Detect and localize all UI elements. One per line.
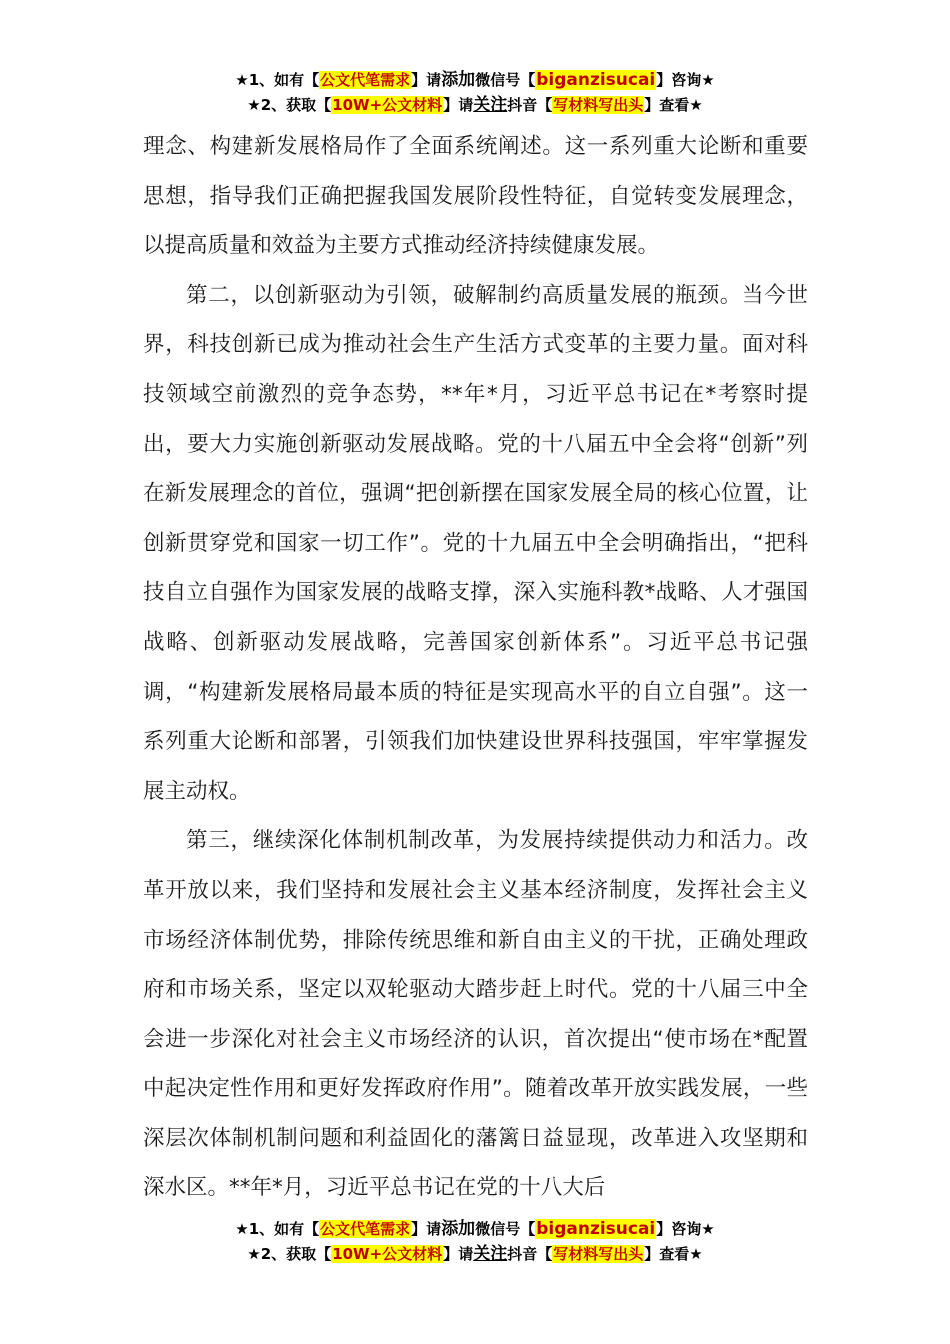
banner-emphasis: 添加 [441,70,476,90]
banner-text: 微信号【 [475,1220,536,1238]
banner-text: 】请 [411,1220,442,1238]
banner-line-1 [0,69,950,94]
banner-text: 】咨询★ [656,71,715,89]
wechat-id-highlight: biganzisucai [536,70,656,90]
banner-text: 抖音【 [507,96,553,114]
paragraph: 第二，以创新驱动为引领，破解制约高质量发展的瓶颈。当今世界，科技创新已成为推动社会生产生活方式变革的主要力量。面对科技领域空前激烈的竞争态势，**年*月，习近平总书记在*考察时提出，要大力实施创新驱动发展战略。党的十八届五中全会将“创新”列在新发展理念的首位，强调“把创新摆在国家发展全局的核心位置，让创新贯穿党和国家一切工作”。党的十九届五中全会明确指出，“把科技自立自强作为国家发展的战略支撑，深入实施科教*战略、人才强国战略、创新驱动发展战略，完善国家创新体系”。习近平总书记强调，“构建新发展格局最本质的特征是实现高水平的自立自强”。这一系列重大论断和部署，引领我们加快建设世界科技强国，牢牢掌握发展主动权。 [143,282,808,804]
banner-highlight: 10W+公文材料 [332,96,443,114]
banner-text: ★1、如有【 [235,1220,320,1238]
banner-highlight: 10W+公文材料 [332,1245,443,1263]
paragraph: 理念、构建新发展格局作了全面系统阐述。这一系列重大论断和重要思想，指导我们正确把握我国发展阶段性特征，自觉转变发展理念，以提高质量和效益为主要方式推动经济持续健康发展。 [143,134,808,259]
banner-text: ★2、获取【 [247,96,332,114]
header-banner [0,69,950,119]
wechat-id-highlight: biganzisucai [536,1219,656,1239]
banner-text: 抖音【 [507,1245,553,1263]
banner-text: ★2、获取【 [247,1245,332,1263]
banner-text: 微信号【 [475,71,536,89]
banner-text: 】查看★ [644,96,703,114]
banner-text: 】请 [411,71,442,89]
banner-text: 】请 [443,1245,474,1263]
banner-emphasis: 添加 [441,1219,476,1239]
paragraph: 第三，继续深化体制机制改革，为发展持续提供动力和活力。改革开放以来，我们坚持和发展社会主义基本经济制度，发挥社会主义市场经济体制优势，排除传统思维和新自由主义的干扰，正确处理政府和市场关系，坚定以双轮驱动大踏步赶上时代。党的十八届三中全会进一步深化对社会主义市场经济的认识，首次提出“使市场在*配置中起决定性作用和更好发挥政府作用”。随着改革开放实践发展，一些深层次体制机制问题和利益固化的藩篱日益显现，改革进入攻坚期和深水区。**年*月，习近平总书记在党的十八大后 [143,828,808,1201]
banner-highlight: 公文代笔需求 [320,71,411,89]
banner-emphasis: 关注 [473,1244,508,1264]
banner-emphasis: 关注 [473,95,508,115]
douyin-id-highlight: 写材料写出头 [553,1245,644,1263]
footer-banner [0,1218,950,1268]
banner-text: ★1、如有【 [235,71,320,89]
banner-line-2 [0,94,950,119]
banner-line-2 [0,1243,950,1268]
banner-text: 】请 [443,96,474,114]
banner-text: 】咨询★ [656,1220,715,1238]
banner-text: 】查看★ [644,1245,703,1263]
banner-highlight: 公文代笔需求 [320,1220,411,1238]
document-body [143,122,808,1213]
douyin-id-highlight: 写材料写出头 [553,96,644,114]
banner-line-1 [0,1218,950,1243]
